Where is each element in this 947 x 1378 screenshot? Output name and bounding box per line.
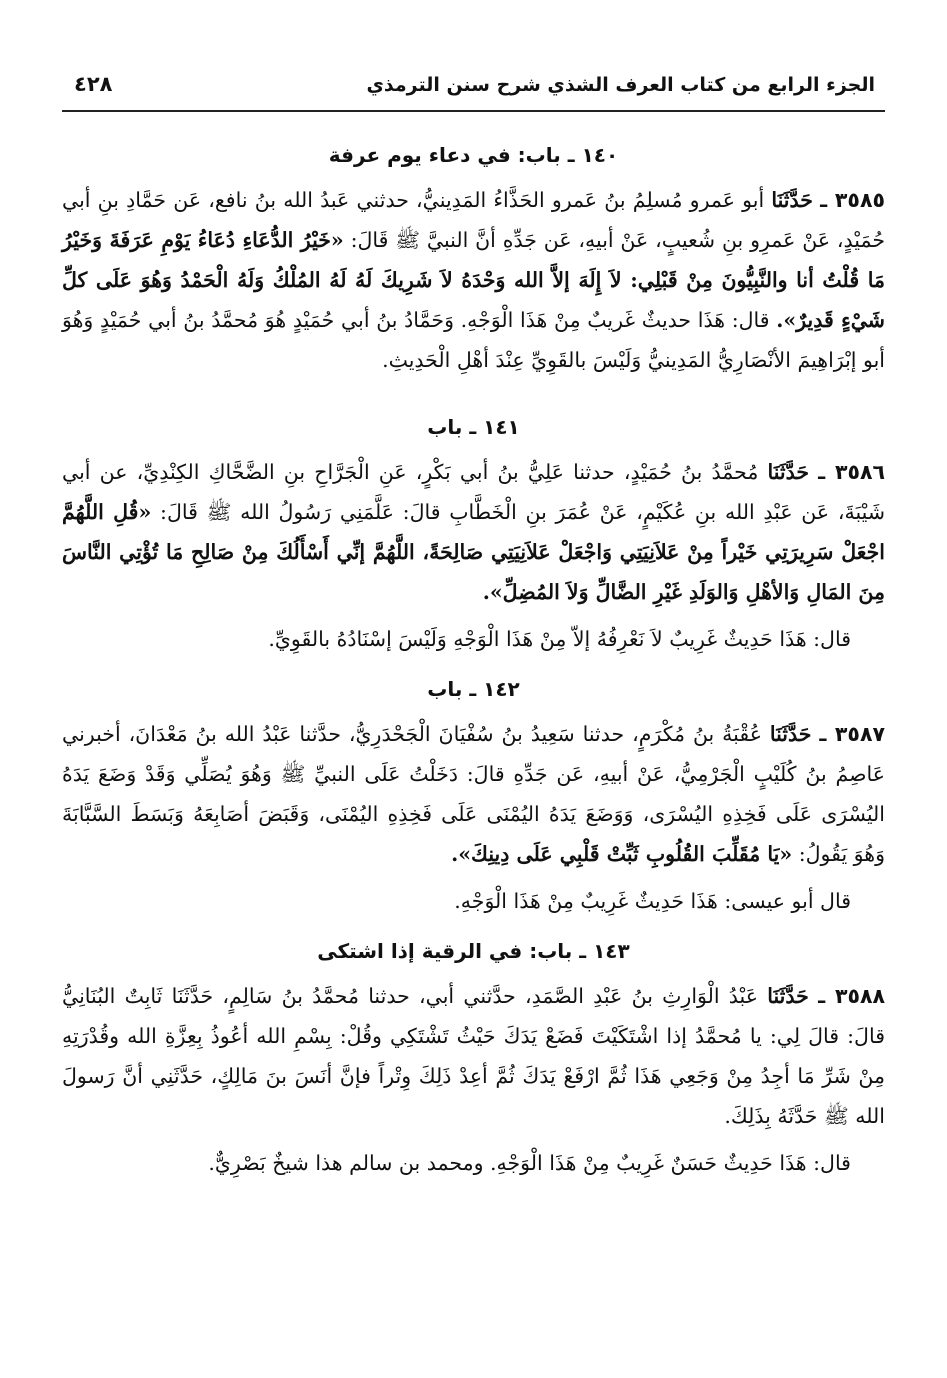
hadith-number: ٣٥٨٥ ـ xyxy=(820,188,885,212)
hadith-number: ٣٥٨٦ ـ xyxy=(818,460,885,484)
isnad-text: أبو عَمرو مُسلِمُ بنُ عَمرو الحَذَّاءُ المَدِينيُّ، حدثني عَبدُ الله بنُ نافع، عَن حَمَّادِ بنِ أبي حُمَيْدٍ، عَنْ عَمرِو بنِ شُعيبٍ، عَنْ أبيهِ، عَن جَدِّهِ أنَّ النبيَّ ﷺ قَالَ: xyxy=(62,188,885,252)
header-title: الجزء الرابع من كتاب العرف الشذي شرح سنن الترمذي xyxy=(366,74,875,96)
hadith-3586 xyxy=(62,452,885,612)
isnad-text: عَبْدُ الْوَارِثِ بنُ عَبْدِ الصَّمَدِ، حدَّثني أبي، حدثنا مُحمَّدُ بنُ سَالِمٍ، حَدَّثَنَا ثَابِتٌ البُنَانِيُّ قالَ: قالَ لِي: يا مُحمَّدُ إذا اشْتَكَيْتَ فَضَعْ يَدَكَ حَيْثُ تَشْتَكِي وقُلْ: بِسْمِ الله أعُوذُ بِعِزَّةِ الله وقُدْرَتِهِ مِنْ شَرِّ مَا أجِدُ مِنْ وَجَعِي هَذَا ثُمَّ ارْفَعْ يَدَكَ ثُمَّ أعِدْ ذَلِكَ وِتْراً فإنَّ أنَسَ بنَ مَالِكٍ، حَدَّثَنِي أنَّ رَسولَ الله ﷺ حَدَّثَهُ بِذَلِكَ. xyxy=(62,984,885,1128)
hadith-grading-3587: قال أبو عيسى: هَذَا حَدِيثٌ غَرِيبٌ مِنْ هَذَا الْوَجْهِ. xyxy=(454,889,851,913)
chapter-heading-143: ١٤٣ ـ باب: في الرقية إذا اشتكى xyxy=(317,939,630,963)
haddathana: حَدَّثَنَا xyxy=(767,460,810,484)
hadith-grading-3586: قال: هَذَا حَدِيثٌ غَرِيبٌ لاَ نَعْرِفُهُ إلاّ مِنْ هَذَا الْوَجْهِ وَلَيْسَ إسْنَادُهُ بالقَوِيِّ. xyxy=(268,627,851,651)
haddathana: حَدَّثَنَا xyxy=(769,722,812,746)
running-header xyxy=(62,70,885,112)
matn-text: «خَيْرُ الدُّعَاءِ دُعَاءُ يَوْمِ عَرَفَةَ وَخَيْرُ مَا قُلْتُ أنا والنَّبِيُّونَ مِنْ قَبْلِي: لاَ إِلَهَ إلاَّ الله وَحْدَهُ لاَ شَرِيكَ لَهُ لَهُ المُلْكُ وَلَهُ الْحَمْدُ وَهُوَ عَلَى كلِّ شَيْءٍ قَدِيرٌ». xyxy=(62,228,885,332)
page-body xyxy=(62,138,885,1182)
matn-text: «يَا مُقَلِّبَ القُلُوبِ ثَبِّتْ قَلْبِي عَلَى دِينِكَ». xyxy=(451,842,793,866)
haddathana: حَدَّثَنَا xyxy=(767,984,809,1008)
haddathana: حَدَّثَنَا xyxy=(771,188,813,212)
matn-text: «قُلِ اللَّهُمَّ اجْعَلْ سَرِيرَتِي خَيْراً مِنْ عَلاَنِيَتِي وَاجْعَلْ عَلاَنِيَتِي صَالِحَةً، اللَّهُمَّ إنِّي أَسْأَلُكَ مِنْ صَالِحِ مَا تُؤْتِي النَّاسَ مِنَ المَالِ وَالأهْلِ وَالوَلَدِ غَيْرِ الضَّالِّ وَلاَ المُضِلِّ». xyxy=(62,500,885,604)
chapter-heading-140: ١٤٠ ـ باب: في دعاء يوم عرفة xyxy=(328,143,619,167)
hadith-grading-3588: قال: هَذَا حَدِيثٌ حَسَنٌ غَرِيبٌ مِنْ هَذَا الْوَجْهِ. ومحمد بن سالم هذا شيخٌ بَصْرِيٌّ. xyxy=(208,1151,851,1175)
hadith-3588 xyxy=(62,976,885,1136)
hadith-3585 xyxy=(62,180,885,380)
hadith-number: ٣٥٨٧ ـ xyxy=(819,722,885,746)
page-number: ٤٢٨ xyxy=(74,72,113,96)
isnad-text: مُحمَّدُ بنُ حُمَيْدٍ، حدثنا عَلِيُّ بنُ أبي بَكْرٍ، عَنِ الْجَرَّاحِ بنِ الضَّحَّاكِ الكِنْدِيِّ، عن أبي شَيْبَةَ، عَن عَبْدِ الله بنِ عُكَيْمٍ، عَنْ عُمَرَ بنِ الْخَطَّابِ قالَ: عَلَّمَنِي رَسُولُ الله ﷺ قَالَ: xyxy=(62,460,885,524)
chapter-heading-142: ١٤٢ ـ باب xyxy=(427,677,520,701)
isnad-text: عُقْبَةُ بنُ مُكْرَمٍ، حدثنا سَعِيدُ بنُ سُفْيَانَ الْجَحْدَرِيُّ، حدَّثنا عَبْدُ الله بنُ مَعْدَانَ، أخبرني عَاصِمُ بنُ كُلَيْبٍ الْجَرْمِيُّ، عَنْ أبيهِ، عَن جَدِّهِ قالَ: دَخَلْتُ عَلَى النبيِّ ﷺ وَهُوَ يُصَلِّي وَقَدْ وَضَعَ يَدَهُ اليُسْرَى عَلَى فَخِذِهِ اليُسْرَى، وَوَضَعَ يَدَهُ اليُمْنَى عَلَى فَخِذِهِ اليُمْنَى، وَقَبَضَ أصَابِعَهُ وَبَسَطَ السَّبَّابَةَ وَهُوَ يَقُولُ: xyxy=(62,722,885,866)
hadith-number: ٣٥٨٨ ـ xyxy=(818,984,885,1008)
chapter-heading-141: ١٤١ ـ باب xyxy=(427,415,520,439)
commentary-text: قال: هَذَا حديثٌ غَريبٌ مِنْ هَذَا الْوَجْهِ. وَحَمَّادُ بنُ أبي حُمَيْدٍ هُوَ مُحمَّدُ بنُ أبي حُمَيْدٍ وَهُوَ أبو إبْرَاهِيمَ الأنْصَارِيُّ المَدِينيُّ وَلَيْسَ بالقَوِيِّ عِنْدَ أهْلِ الْحَدِيثِ. xyxy=(62,308,885,372)
hadith-3587 xyxy=(62,714,885,874)
